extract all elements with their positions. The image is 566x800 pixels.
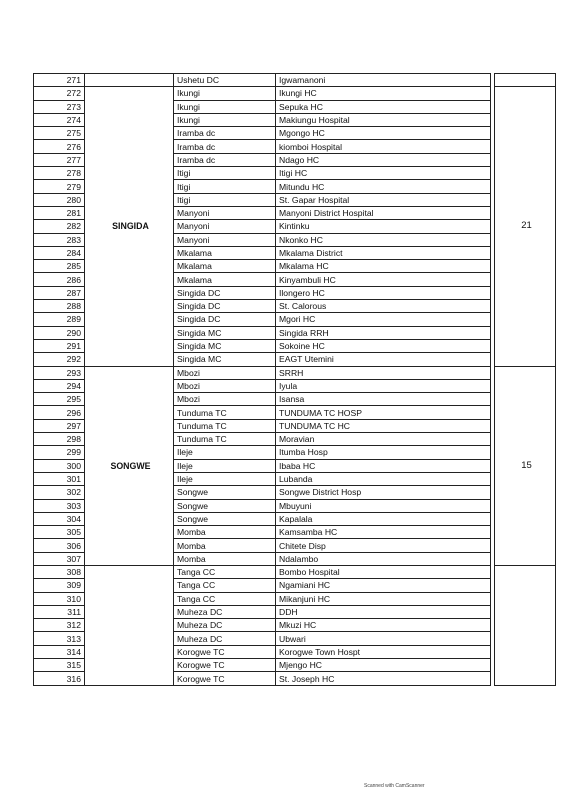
council-cell: Itigi: [174, 193, 276, 206]
council-cell: Korogwe TC: [174, 659, 276, 672]
facility-table-body: [34, 74, 556, 686]
row-number: 289: [34, 313, 85, 326]
facility-cell: Ndalambo: [276, 552, 491, 565]
row-number: 300: [34, 459, 85, 472]
facility-cell: Ibaba HC: [276, 459, 491, 472]
region-cell: [85, 565, 174, 685]
row-number: 284: [34, 246, 85, 259]
council-cell: Manyoni: [174, 206, 276, 219]
facility-cell: Iyula: [276, 379, 491, 392]
council-cell: Muheza DC: [174, 605, 276, 618]
row-number: 285: [34, 260, 85, 273]
facility-cell: Kinyambuli HC: [276, 273, 491, 286]
row-number: 288: [34, 300, 85, 313]
row-number: 307: [34, 552, 85, 565]
facility-cell: St. Calorous: [276, 300, 491, 313]
council-cell: Ikungi: [174, 100, 276, 113]
facility-cell: Ndago HC: [276, 153, 491, 166]
facility-cell: TUNDUMA TC HOSP: [276, 406, 491, 419]
row-number: 291: [34, 339, 85, 352]
row-number: 277: [34, 153, 85, 166]
council-cell: Singida DC: [174, 286, 276, 299]
row-number: 281: [34, 206, 85, 219]
facility-cell: Ubwari: [276, 632, 491, 645]
region-cell: [85, 74, 174, 87]
row-number: 279: [34, 180, 85, 193]
facility-cell: Singida RRH: [276, 326, 491, 339]
region-total-cell: 15: [495, 366, 556, 565]
council-cell: Mkalama: [174, 260, 276, 273]
council-cell: Mkalama: [174, 273, 276, 286]
council-cell: Korogwe TC: [174, 672, 276, 685]
facility-cell: EAGT Utemini: [276, 353, 491, 366]
council-cell: Singida MC: [174, 326, 276, 339]
council-cell: Ileje: [174, 472, 276, 485]
facility-cell: Moravian: [276, 433, 491, 446]
facility-cell: Mgongo HC: [276, 127, 491, 140]
facility-cell: Mitundu HC: [276, 180, 491, 193]
region-total-cell: 21: [495, 87, 556, 366]
council-cell: Ileje: [174, 459, 276, 472]
row-number: 271: [34, 74, 85, 87]
facility-cell: Nkonko HC: [276, 233, 491, 246]
row-number: 295: [34, 393, 85, 406]
row-number: 294: [34, 379, 85, 392]
council-cell: Mbozi: [174, 366, 276, 379]
council-cell: Singida MC: [174, 339, 276, 352]
row-number: 278: [34, 167, 85, 180]
row-number: 311: [34, 605, 85, 618]
council-cell: Manyoni: [174, 233, 276, 246]
row-number: 316: [34, 672, 85, 685]
council-cell: Tanga CC: [174, 565, 276, 578]
facility-cell: DDH: [276, 605, 491, 618]
facility-cell: Bombo Hospital: [276, 565, 491, 578]
council-cell: Korogwe TC: [174, 645, 276, 658]
row-number: 301: [34, 472, 85, 485]
facility-cell: Mjengo HC: [276, 659, 491, 672]
region-total-cell: [495, 565, 556, 685]
row-number: 304: [34, 512, 85, 525]
row-number: 313: [34, 632, 85, 645]
council-cell: Iramba dc: [174, 153, 276, 166]
facility-cell: Mikanjuni HC: [276, 592, 491, 605]
facility-cell: Isansa: [276, 393, 491, 406]
council-cell: Momba: [174, 552, 276, 565]
facility-cell: Ilongero HC: [276, 286, 491, 299]
region-cell: SONGWE: [85, 366, 174, 565]
facility-cell: Sepuka HC: [276, 100, 491, 113]
council-cell: Manyoni: [174, 220, 276, 233]
row-number: 273: [34, 100, 85, 113]
council-cell: Mkalama: [174, 246, 276, 259]
council-cell: Songwe: [174, 499, 276, 512]
council-cell: Tanga CC: [174, 579, 276, 592]
facility-cell: St. Joseph HC: [276, 672, 491, 685]
row-number: 310: [34, 592, 85, 605]
row-number: 272: [34, 87, 85, 100]
council-cell: Mbozi: [174, 379, 276, 392]
facility-cell: Itigi HC: [276, 167, 491, 180]
facility-cell: Igwamanoni: [276, 74, 491, 87]
council-cell: Singida MC: [174, 353, 276, 366]
facility-cell: Korogwe Town Hospt: [276, 645, 491, 658]
facility-cell: Kamsamba HC: [276, 526, 491, 539]
facility-cell: Mbuyuni: [276, 499, 491, 512]
council-cell: Ikungi: [174, 87, 276, 100]
row-number: 276: [34, 140, 85, 153]
council-cell: Ikungi: [174, 113, 276, 126]
row-number: 293: [34, 366, 85, 379]
council-cell: Itigi: [174, 167, 276, 180]
facility-cell: Mkalama District: [276, 246, 491, 259]
facility-cell: Chitete Disp: [276, 539, 491, 552]
table-row: [34, 74, 556, 87]
council-cell: Mbozi: [174, 393, 276, 406]
row-number: 303: [34, 499, 85, 512]
council-cell: Tanga CC: [174, 592, 276, 605]
council-cell: Muheza DC: [174, 619, 276, 632]
row-number: 298: [34, 433, 85, 446]
row-number: 297: [34, 419, 85, 432]
row-number: 302: [34, 486, 85, 499]
row-number: 283: [34, 233, 85, 246]
row-number: 280: [34, 193, 85, 206]
row-number: 287: [34, 286, 85, 299]
region-total-cell: [495, 74, 556, 87]
row-number: 292: [34, 353, 85, 366]
facility-cell: Songwe District Hosp: [276, 486, 491, 499]
council-cell: Singida DC: [174, 300, 276, 313]
council-cell: Momba: [174, 526, 276, 539]
row-number: 286: [34, 273, 85, 286]
facility-cell: Itumba Hosp: [276, 446, 491, 459]
table-row: [34, 565, 556, 578]
facility-cell: Makiungu Hospital: [276, 113, 491, 126]
council-cell: Itigi: [174, 180, 276, 193]
council-cell: Momba: [174, 539, 276, 552]
row-number: 305: [34, 526, 85, 539]
scanner-footer: Scanned with CamScanner: [364, 783, 425, 789]
council-cell: Tunduma TC: [174, 419, 276, 432]
facility-cell: Kapalala: [276, 512, 491, 525]
council-cell: Muheza DC: [174, 632, 276, 645]
row-number: 274: [34, 113, 85, 126]
facility-cell: kiomboi Hospital: [276, 140, 491, 153]
row-number: 308: [34, 565, 85, 578]
row-number: 312: [34, 619, 85, 632]
region-cell: SINGIDA: [85, 87, 174, 366]
council-cell: Singida DC: [174, 313, 276, 326]
table-row: [34, 87, 556, 100]
row-number: 315: [34, 659, 85, 672]
facility-cell: Manyoni District Hospital: [276, 206, 491, 219]
council-cell: Songwe: [174, 486, 276, 499]
row-number: 296: [34, 406, 85, 419]
facility-table: [33, 73, 556, 686]
row-number: 299: [34, 446, 85, 459]
facility-cell: Ikungi HC: [276, 87, 491, 100]
facility-cell: Mkalama HC: [276, 260, 491, 273]
facility-cell: Kintinku: [276, 220, 491, 233]
facility-cell: Lubanda: [276, 472, 491, 485]
facility-cell: SRRH: [276, 366, 491, 379]
council-cell: Iramba dc: [174, 127, 276, 140]
row-number: 282: [34, 220, 85, 233]
council-cell: Tunduma TC: [174, 433, 276, 446]
row-number: 275: [34, 127, 85, 140]
council-cell: Tunduma TC: [174, 406, 276, 419]
facility-cell: Ngamiani HC: [276, 579, 491, 592]
council-cell: Ileje: [174, 446, 276, 459]
facility-cell: Sokoine HC: [276, 339, 491, 352]
row-number: 314: [34, 645, 85, 658]
facility-cell: Mkuzi HC: [276, 619, 491, 632]
row-number: 290: [34, 326, 85, 339]
council-cell: Ushetu DC: [174, 74, 276, 87]
facility-table-page: [33, 73, 556, 686]
facility-cell: Mgori HC: [276, 313, 491, 326]
council-cell: Songwe: [174, 512, 276, 525]
facility-cell: TUNDUMA TC HC: [276, 419, 491, 432]
row-number: 309: [34, 579, 85, 592]
row-number: 306: [34, 539, 85, 552]
council-cell: Iramba dc: [174, 140, 276, 153]
facility-cell: St. Gapar Hospital: [276, 193, 491, 206]
table-row: [34, 366, 556, 379]
